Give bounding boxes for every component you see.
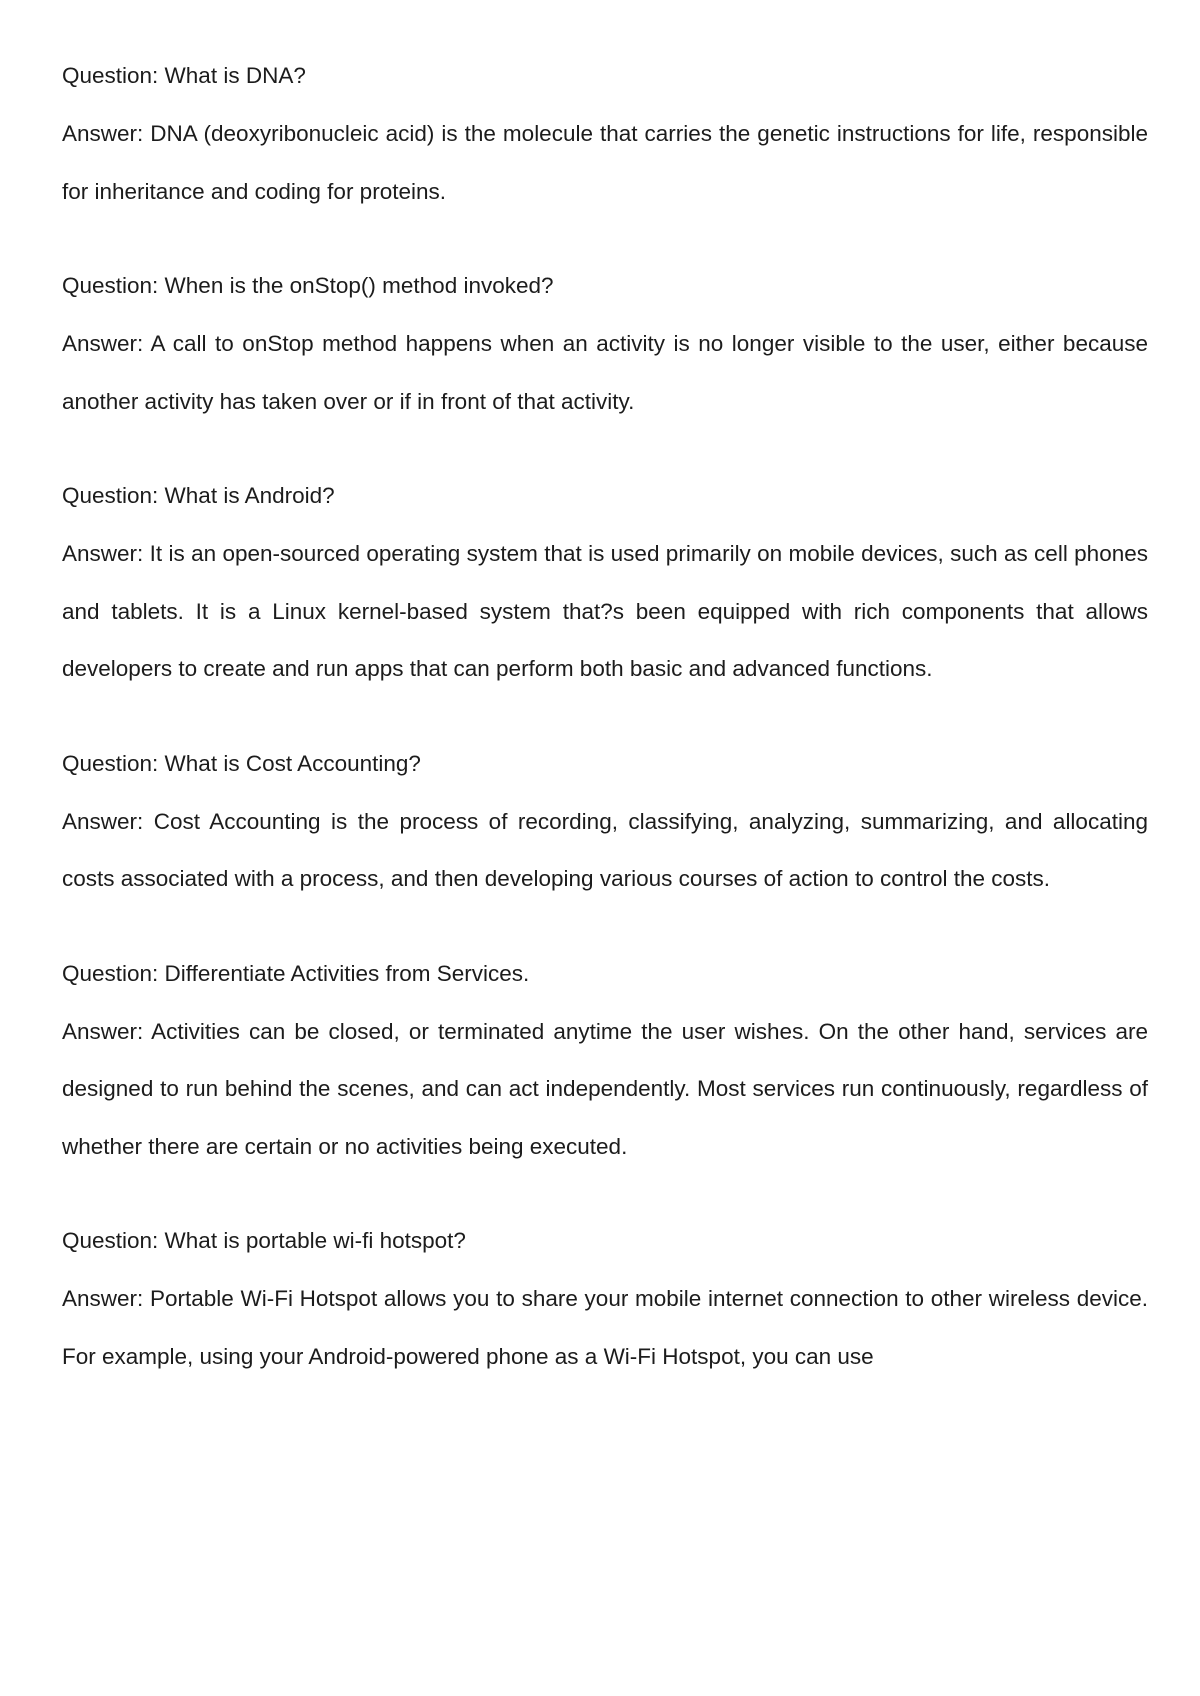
question-text: Question: What is portable wi-fi hotspot? <box>62 1228 466 1253</box>
qa-item <box>62 960 1148 1176</box>
answer-text: Answer: Cost Accounting is the process of recording, classifying, analyzing, summarizing, and allocating costs associated with a process, and then developing various courses of action to control the costs. <box>62 808 1148 891</box>
answer-text: Answer: Portable Wi-Fi Hotspot allows you to share your mobile internet connection to other wireless device. For example, using your Android-powered phone as a Wi-Fi Hotspot, you can use <box>62 1286 1148 1369</box>
answer-text: Answer: Activities can be closed, or terminated anytime the user wishes. On the other hand, services are designed to run behind the scenes, and can act independently. Most services run continuously, regardless of whether there are certain or no activities being executed. <box>62 1018 1148 1159</box>
answer-text: Answer: DNA (deoxyribonucleic acid) is the molecule that carries the genetic instructions for life, responsible for inheritance and coding for proteins. <box>62 121 1148 204</box>
qa-item <box>62 1227 1148 1385</box>
answer-text: Answer: A call to onStop method happens when an activity is no longer visible to the user, either because another activity has taken over or if in front of that activity. <box>62 331 1148 414</box>
qa-item <box>62 750 1148 908</box>
qa-item <box>62 272 1148 430</box>
qa-item <box>62 482 1148 698</box>
question-text: Question: What is Cost Accounting? <box>62 750 421 776</box>
answer-text: Answer: It is an open-sourced operating system that is used primarily on mobile devices, such as cell phones and tablets. It is a Linux kernel-based system that?s been equipped with rich components that allows developers to create and run apps that can perform both basic and advanced functions. <box>62 541 1148 681</box>
question-text: Question: What is Android? <box>62 483 335 508</box>
question-text: Question: Differentiate Activities from Services. <box>62 960 530 986</box>
qa-item <box>62 62 1148 220</box>
question-text: Question: When is the onStop() method invoked? <box>62 273 554 298</box>
question-text: Question: What is DNA? <box>62 63 306 88</box>
qa-document <box>62 62 1148 1437</box>
